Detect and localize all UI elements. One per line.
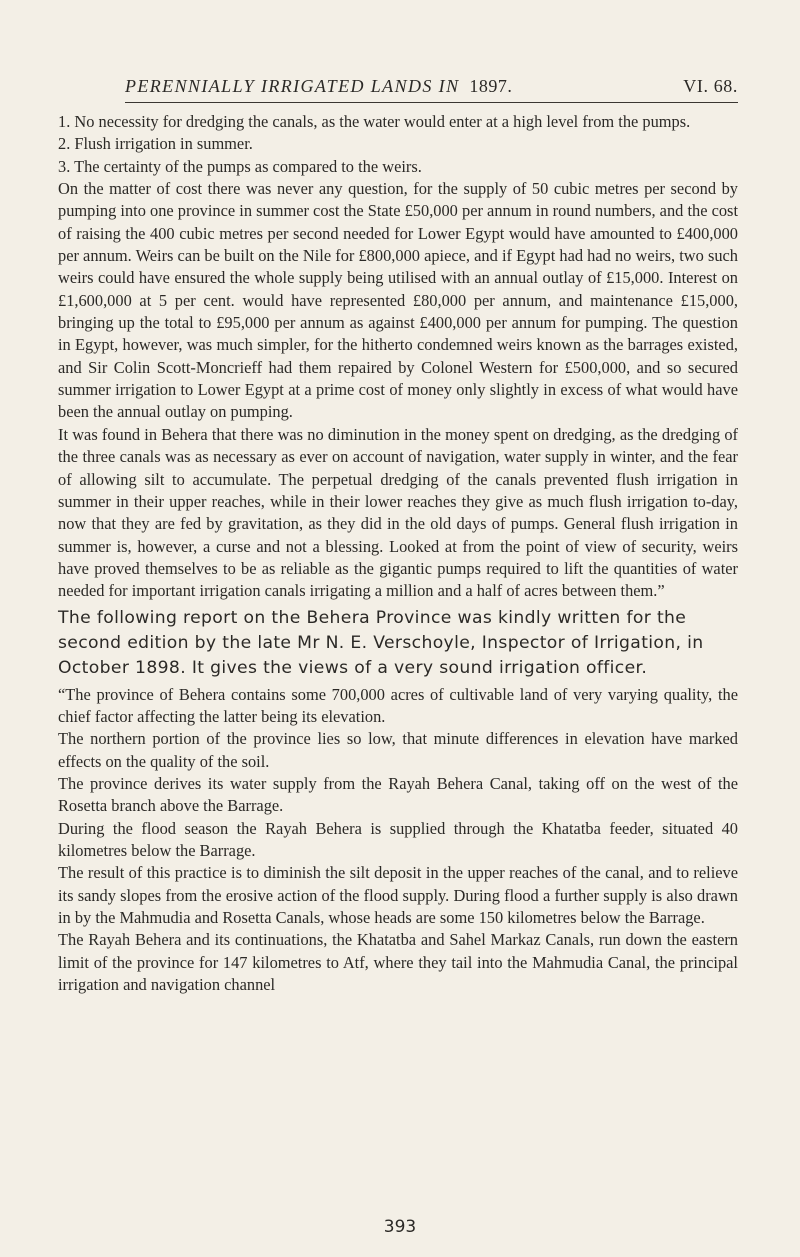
report-paragraph: The Rayah Behera and its continuations, the Khatatba and Sahel Markaz Canals, run down the eastern limit of the province for 147 kilometres to Atf, where they tail into the Mahmudia Canal, the principal irrigation and navigation channel (58, 930, 738, 995)
page-number: 393 (383, 1217, 417, 1237)
report-paragraph: The northern portion of the province lies so low, that minute differences in elevation have marked effects on the quality of the soil. (58, 729, 738, 771)
list-item-2: 2. Flush irrigation in summer. (58, 134, 253, 154)
paragraph-behera-dredging: It was found in Behera that there was no diminution in the money spent on dredging, as the dredging of the three canals was as necessary as ever on account of navigation, water supply in winter, and the fear of allowing silt to accumulate. The perpetual dredging of the canals prevented flush irrigation in summer in their upper reaches, while in their lower reaches they give as much flush irrigation to-day, now that they are fed by gravitation, as they did in the old days of pumps. General flush irrigation in summer is, however, a curse and not a blessing. Looked at from the point of view of security, weirs have proved themselves to be as reliable as the gigantic pumps required to lift the quantities of water needed for important irrigation canals irrigating a million and a half of acres between them.” (58, 424, 738, 601)
header-rule (125, 102, 738, 103)
running-title-year: 1897. (469, 76, 513, 96)
section-reference: VI. 68. (683, 76, 738, 96)
list-item-3: 3. The certainty of the pumps as compared to the weirs. (58, 156, 422, 176)
report-paragraph: The result of this practice is to diminish the silt deposit in the upper reaches of the canal, and to relieve its sandy slopes from the erosive action of the flood supply. During flood a further supply is also drawn in by the Mahmudia and Rosetta Canals, whose heads are some 150 kilometres below the Barrage. (58, 863, 738, 927)
paragraph-cost: On the matter of cost there was never any question, for the supply of 50 cubic metres per second by pumping into one province in summer cost the State £50,000 per annum in round numbers, and the cost of raising the 400 cubic metres per second needed for Lower Egypt would have amounted to £400,000 per annum. Weirs can be built on the Nile for £800,000 apiece, and if Egypt had had no weirs, two such weirs could have ensured the whole supply being utilised with an annual outlay of £15,000. Interest on £1,600,000 at 5 per cent. would have represented £80,000 per annum, and maintenance £15,000, bringing up the total to £95,000 per annum as against £400,000 per annum for pumping. The question in Egypt, however, was much simpler, for the hitherto condemned weirs known as the barrages existed, and Sir Colin Scott-Moncrieff had them repaired by Colonel Western for £500,000, and so secured summer irrigation to Lower Egypt at a prime cost of money only slightly in excess of what would have been the annual outlay on pumping. (58, 179, 738, 422)
body-text (58, 111, 738, 996)
running-title (125, 76, 512, 97)
report-paragraph: The province derives its water supply from the Rayah Behera Canal, taking off on the west of the Rosetta branch above the Barrage. (58, 773, 738, 816)
running-title-text: PERENNIALLY IRRIGATED LANDS IN (125, 76, 460, 96)
running-head (125, 76, 738, 98)
report-paragraph: During the flood season the Rayah Behera is supplied through the Khatatba feeder, situated 40 kilometres below the Barrage. (58, 818, 738, 860)
report-paragraph: “The province of Behera contains some 700,000 acres of cultivable land of very varying quality, the chief factor affecting the latter being its elevation. (58, 684, 738, 726)
list-item-1: 1. No necessity for dredging the canals, as the water would enter at a high level from the pumps. (58, 112, 691, 131)
intro-note: The following report on the Behera Province was kindly written for the second edition by the late Mr N. E. Verschoyle, Inspector of Irrigation, in October 1898. It gives the views of a very sound irrigation officer. (58, 607, 704, 678)
